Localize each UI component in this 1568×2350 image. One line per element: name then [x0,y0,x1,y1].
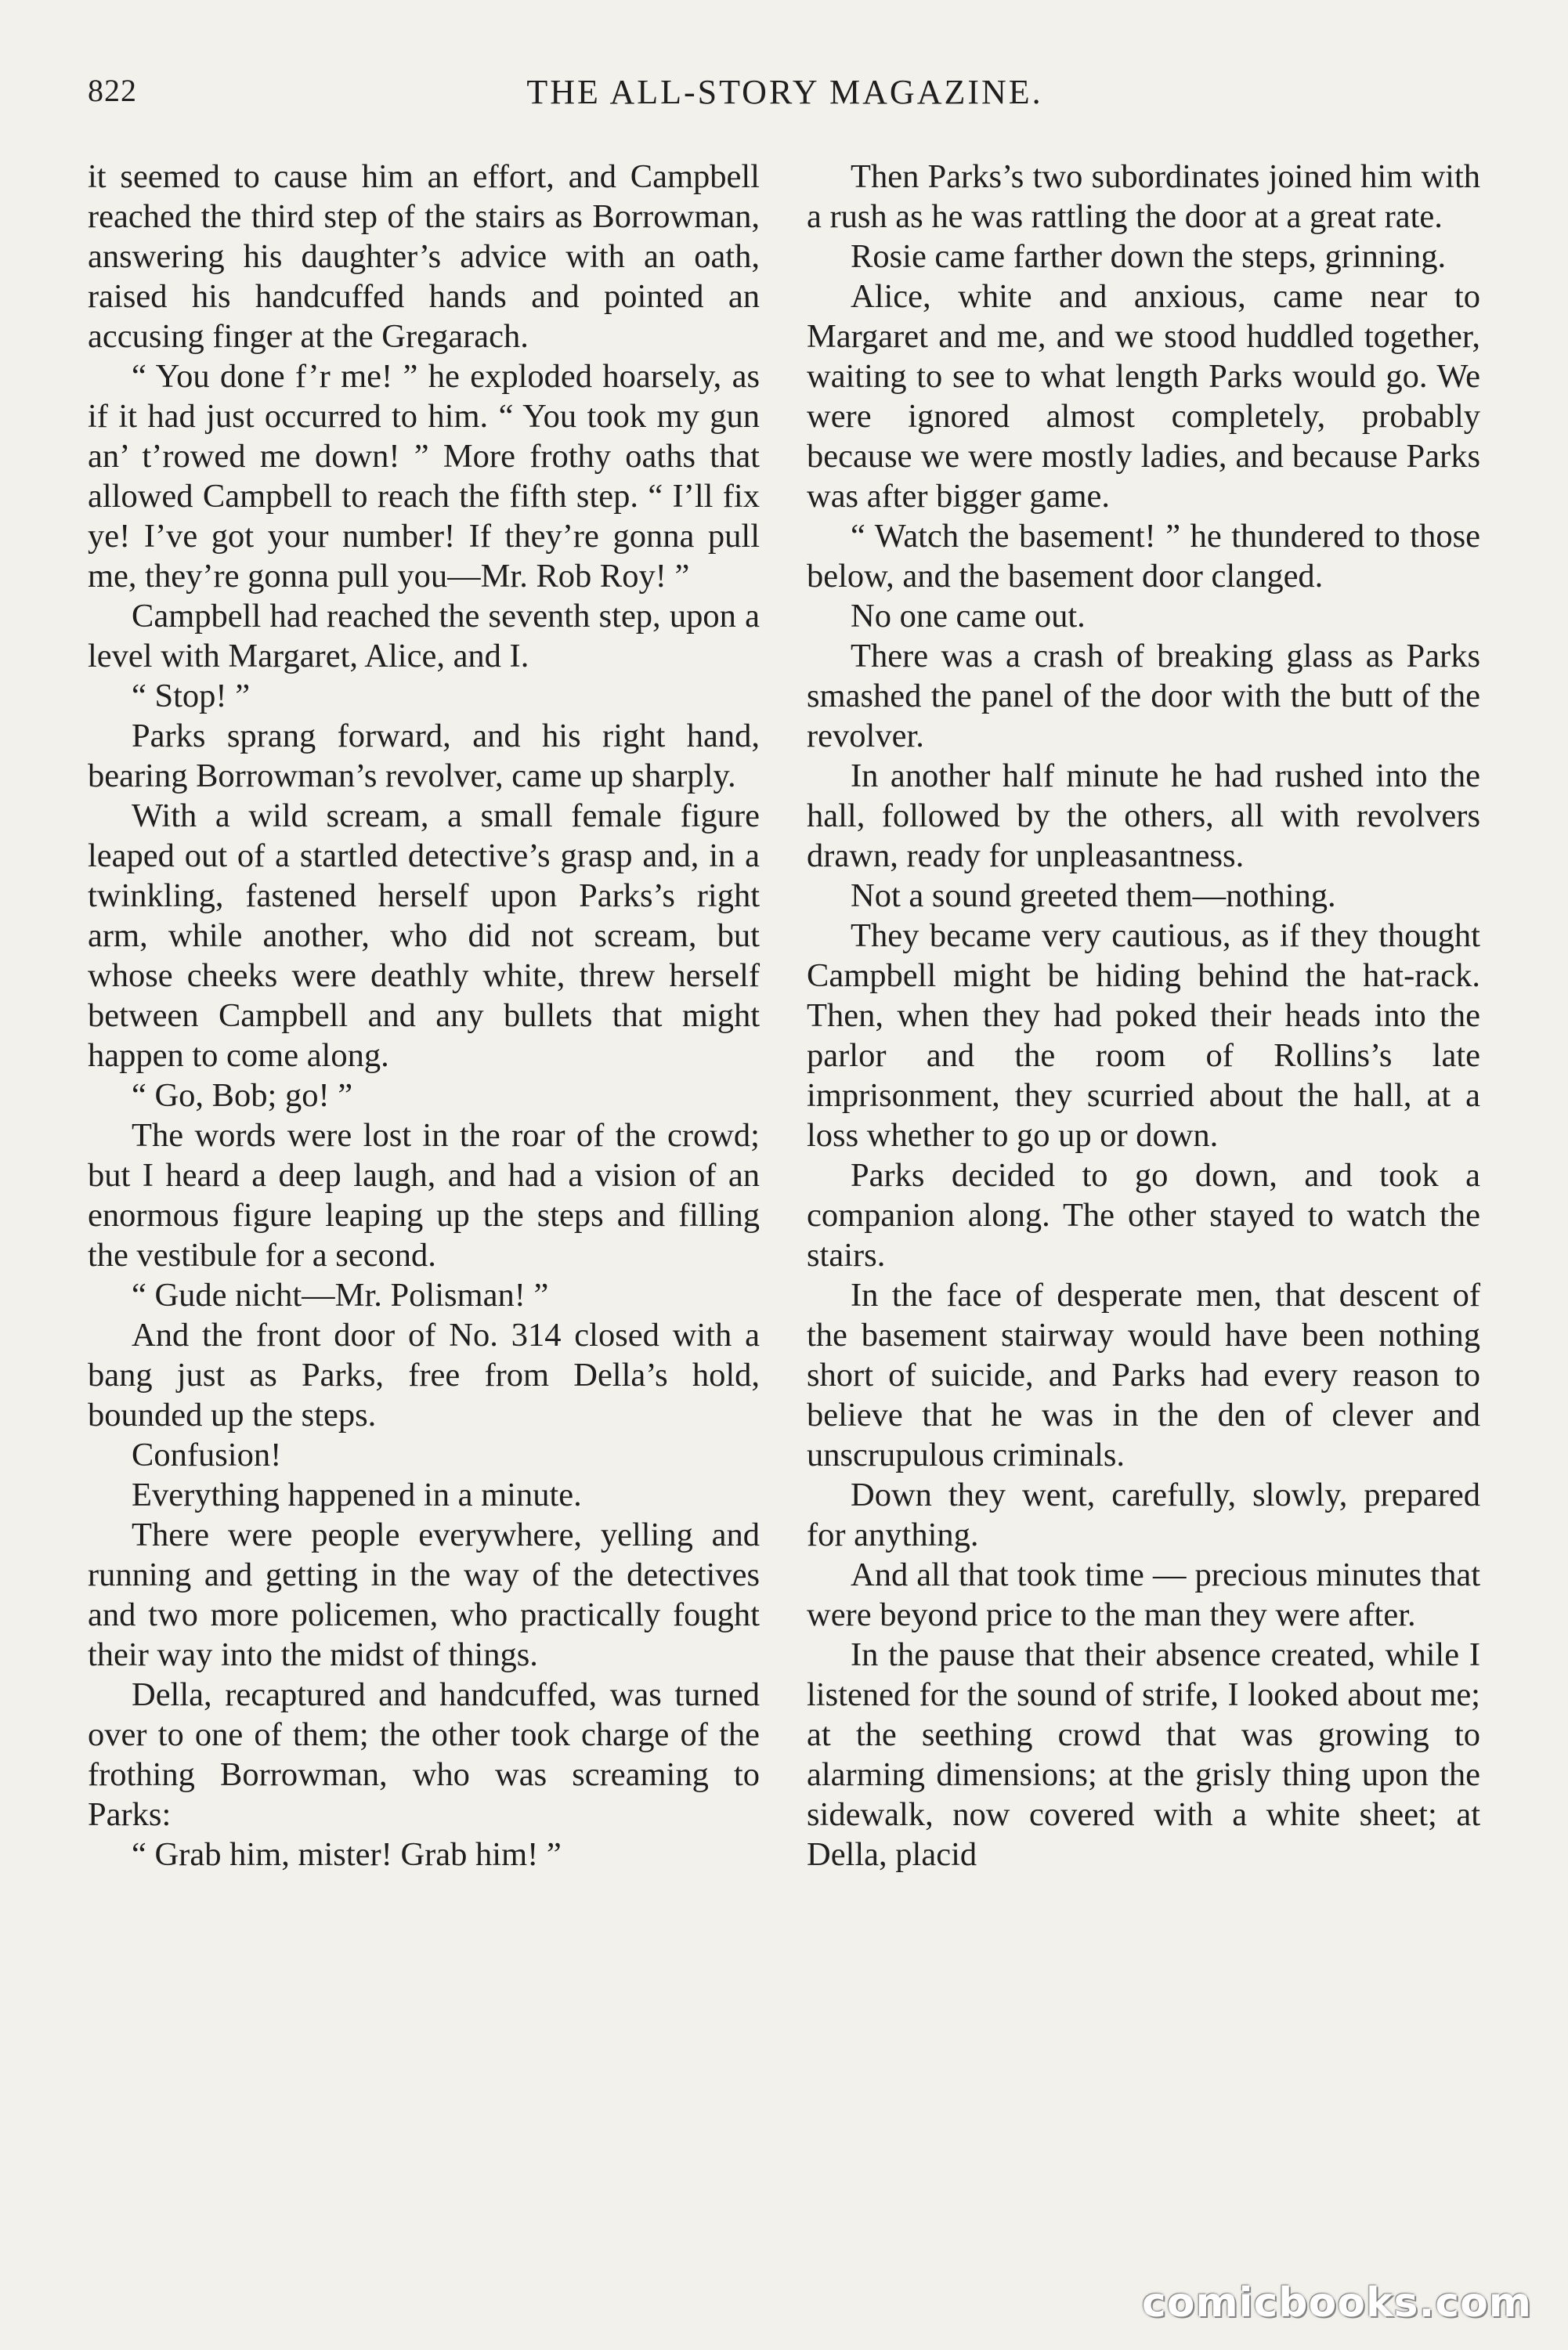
paragraph: With a wild scream, a small female figure leaped out of a startled detective’s grasp and, in a twinkling, fastened herself upon Parks’s right arm, while another, who did not scream, but whose cheeks were deathly white, threw herself between Campbell and any bullets that might happen to come along. [88,797,760,1074]
paragraph: Everything happened in a minute. [132,1477,582,1513]
paragraph: And the front door of No. 314 closed with a bang just as Parks, free from Della’s hold, bounded up the steps. [88,1317,760,1434]
paragraph: “ Watch the basement! ” he thundered to those below, and the basement door clanged. [807,518,1480,595]
page-number: 822 [88,73,137,108]
paragraph: Down they went, carefully, slowly, prepared for anything. [807,1477,1480,1553]
paragraph: Parks decided to go down, and took a companion along. The other stayed to watch the stairs. [807,1157,1480,1274]
paragraph: Then Parks’s two subordinates joined him with a rush as he was rattling the door at a great rate. [807,158,1480,235]
paragraph: And all that took time — precious minutes that were beyond price to the man they were after. [807,1556,1480,1633]
paragraph: Della, recaptured and handcuffed, was turned over to one of them; the other took charge of the frothing Borrowman, who was screaming to Parks: [88,1676,760,1833]
left-column [88,157,760,1875]
paragraph: There was a crash of breaking glass as Parks smashed the panel of the door with the butt of the revolver. [807,638,1480,754]
paragraph: There were people everywhere, yelling and running and getting in the way of the detectives and two more policemen, who practically fought their way into the midst of things. [88,1517,760,1673]
paragraph: In the pause that their absence created, while I listened for the sound of strife, I looked about me; at the seething crowd that was growing to alarming dimensions; at the grisly thing upon the sidewalk, now covered with a white sheet; at Della, placid [807,1636,1480,1873]
paragraph: “ Grab him, mister! Grab him! ” [132,1836,562,1873]
paragraph: Confusion! [132,1437,282,1473]
paragraph: Alice, white and anxious, came near to Margaret and me, and we stood huddled together, waiting to see to what length Parks would go. We were ignored almost completely, probably because we were mostly ladies, and because Parks was after bigger game. [807,278,1480,515]
paragraph: In the face of desperate men, that descent of the basement stairway would have been nothing short of suicide, and Parks had every reason to believe that he was in the den of clever and unscrupulous criminals. [807,1277,1480,1473]
right-column [807,157,1480,1875]
paragraph: Parks sprang forward, and his right hand, bearing Borrowman’s revolver, came up sharply. [88,718,760,794]
paragraph: it seemed to cause him an effort, and Campbell reached the third step of the stairs as Borrowman, answering his daughter’s advice with an oath, raised his handcuffed hands and pointed an accusing finger at the Gregarach. [88,158,760,355]
paragraph: They became very cautious, as if they thought Campbell might be hiding behind the hat-rack. Then, when they had poked their heads into the parlor and the room of Rollins’s late imprisonment, they scurried about the hall, at a loss whether to go up or down. [807,917,1480,1154]
paragraph: “ Go, Bob; go! ” [132,1077,353,1114]
paragraph: “ Gude nicht—Mr. Polisman! ” [132,1277,549,1314]
paragraph: Rosie came farther down the steps, grinning. [851,238,1447,275]
running-head: THE ALL-STORY MAGAZINE. [526,73,1043,111]
paragraph: Campbell had reached the seventh step, upon a level with Margaret, Alice, and I. [88,598,760,674]
page-header [88,72,1482,119]
paragraph: Not a sound greeted them—nothing. [851,877,1336,914]
paragraph: No one came out. [851,598,1086,634]
paragraph: The words were lost in the roar of the crowd; but I heard a deep laugh, and had a vision of an enormous figure leaping up the steps and filling the vestibule for a second. [88,1117,760,1274]
paragraph: “ You done f’r me! ” he exploded hoarsely, as if it had just occurred to him. “ You took my gun an’ t’rowed me down! ” More frothy oaths that allowed Campbell to reach the fifth step. “ I’ll fix ye! I’ve got your number! If they’re gonna pull me, they’re gonna pull you—Mr. Rob Roy! ” [88,358,760,595]
paragraph: In another half minute he had rushed into the hall, followed by the others, all with revolvers drawn, ready for unpleasantness. [807,757,1480,874]
watermark: comicbooks.com [1141,2280,1532,2326]
paragraph: “ Stop! ” [132,678,251,714]
